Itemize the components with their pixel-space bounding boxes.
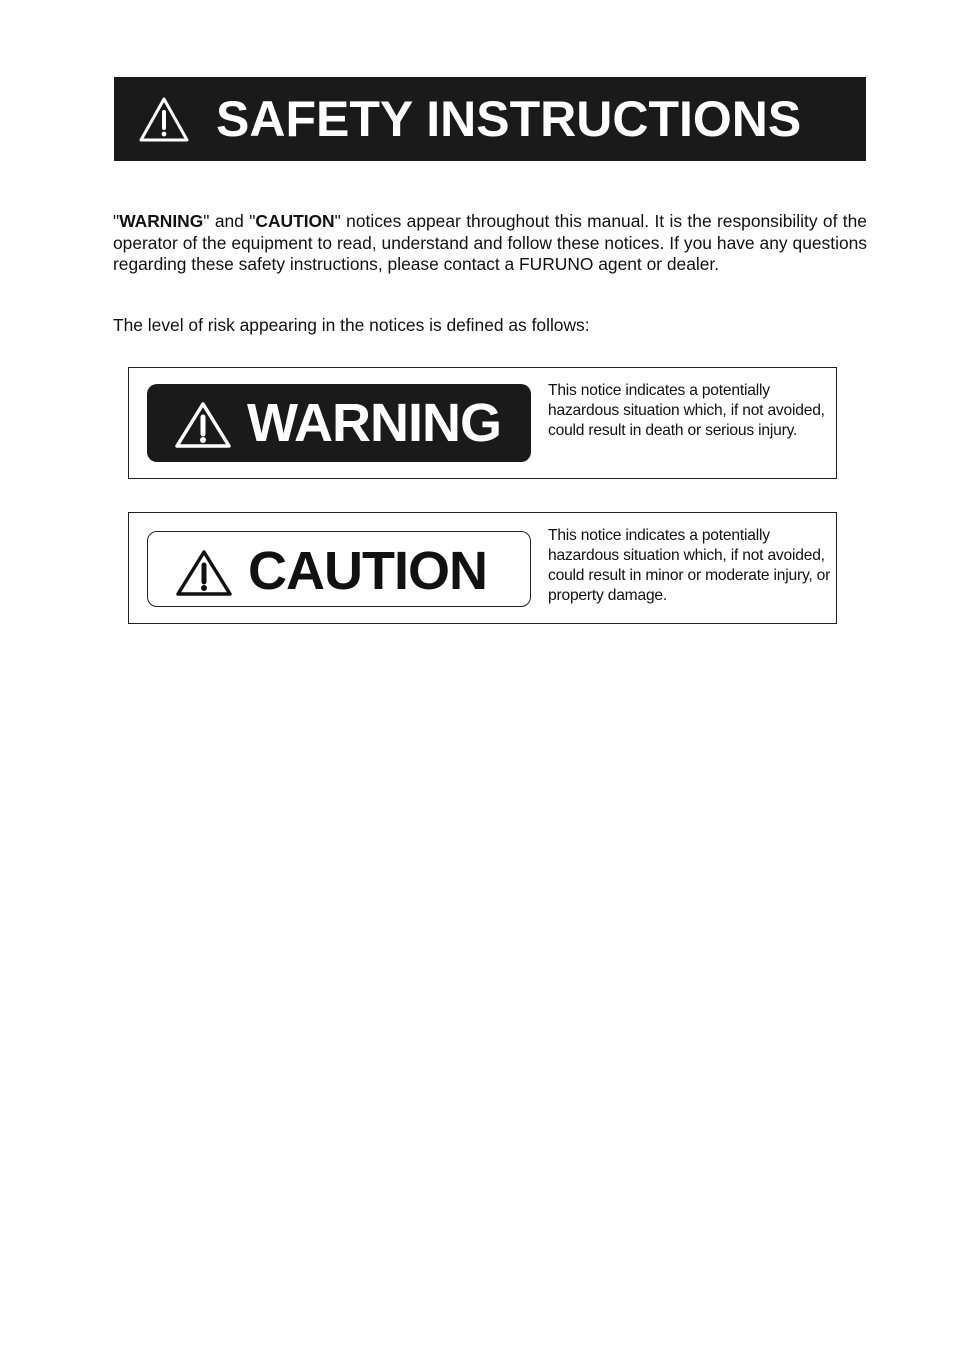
warning-notice-box [128,367,837,479]
intro-paragraph: "WARNING" and "CAUTION" notices appear throughout this manual. It is the responsibility of the operator of the equipment to read, understand and follow these notices. If you have any questions regarding these safety instructions, please contact a FURUNO agent or dealer. [113,211,867,274]
warning-triangle-icon [138,95,190,143]
warning-label [147,384,531,462]
title-banner [114,77,866,161]
caution-label [147,531,531,607]
warning-description: This notice indicates a potentially hazardous situation which, if not avoided, could result in death or serious injury. [548,382,825,439]
intro-caution-word: CAUTION [255,211,335,231]
warning-label-text: WARNING [247,393,501,453]
intro-and-word: and [214,211,244,231]
page-title: SAFETY INSTRUCTIONS [216,91,802,147]
risk-intro-text: The level of risk appearing in the notices is defined as follows: [113,315,590,335]
caution-label-text: CAUTION [248,541,487,601]
warning-triangle-icon [174,548,234,598]
intro-rest: notices appear throughout this manual. It is the responsibility of the operator of the equipment to read, understand and follow these notices. If you have any questions regarding these safety instructions, please contact a FURUNO agent or dealer. [113,211,867,274]
caution-notice-box [128,512,837,624]
intro-warning-word: WARNING [119,211,204,231]
caution-description: This notice indicates a potentially hazardous situation which, if not avoided, could result in minor or moderate injury, or property damage. [548,527,831,604]
warning-triangle-icon [173,400,233,450]
